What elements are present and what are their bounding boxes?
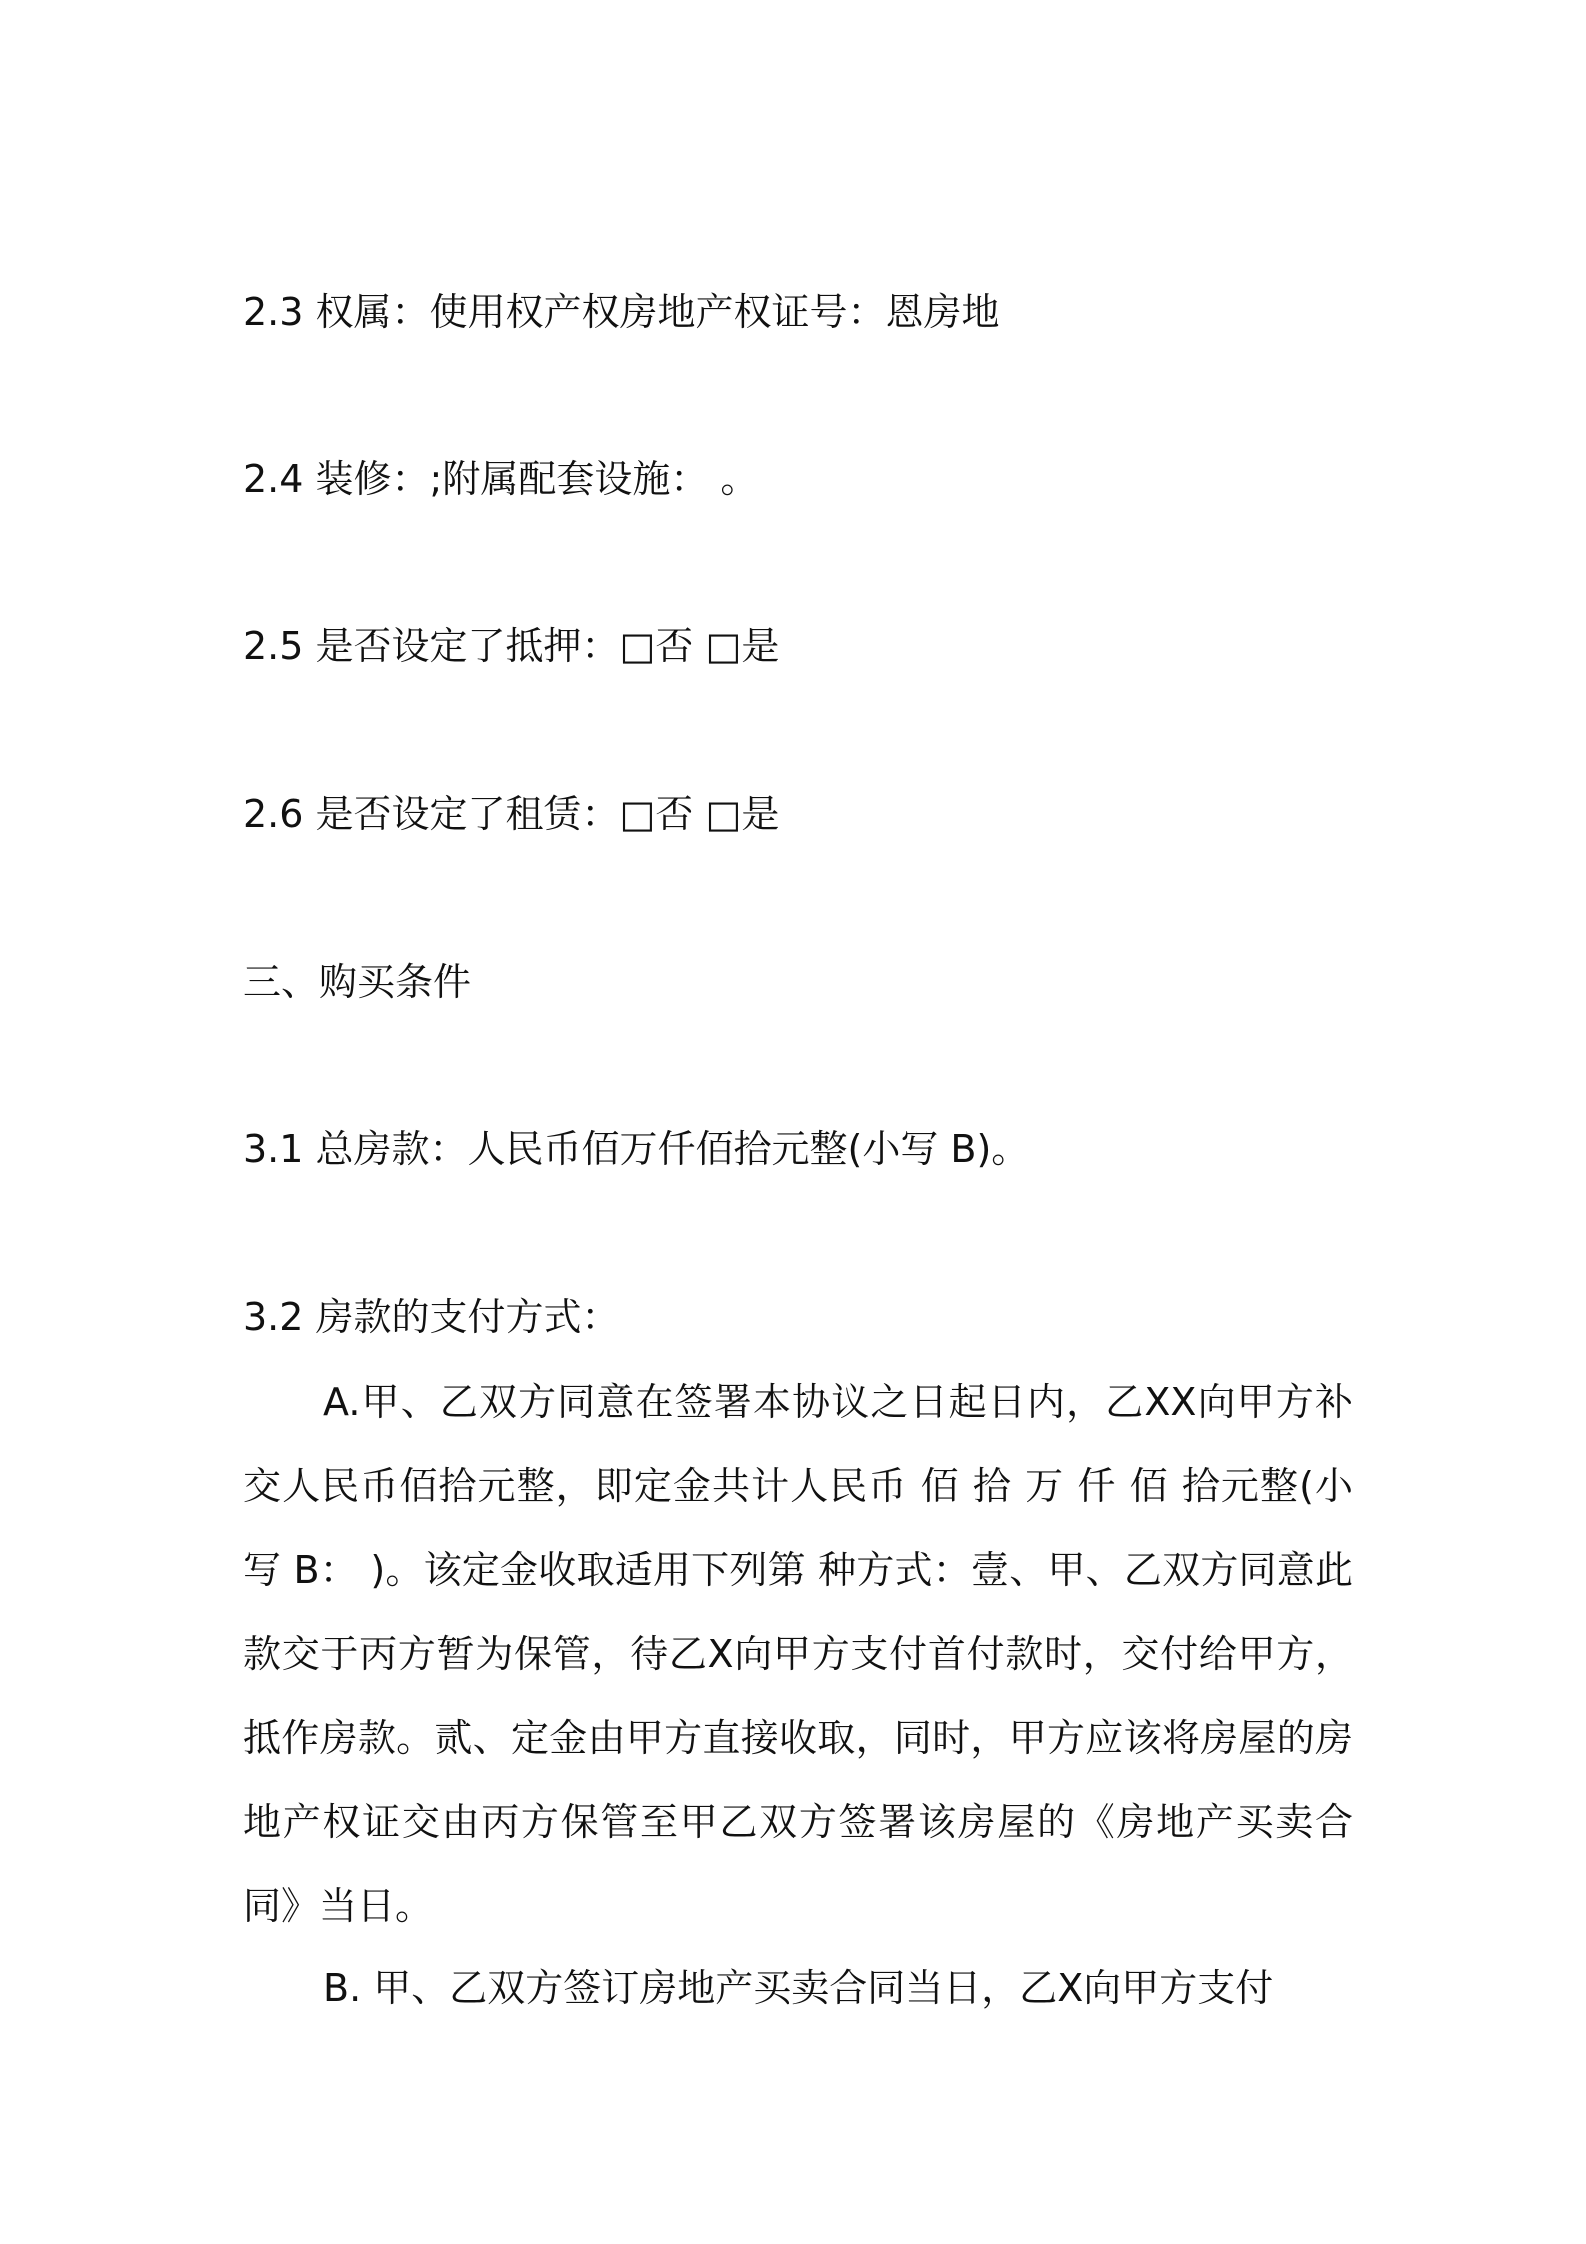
clause-3-2-payment-method: 3.2 房款的支付方式： — [243, 1295, 620, 1339]
payment-option-a-paragraph: A.甲、乙双方同意在签署本协议之日起日内，乙XX向甲方补交人民币佰拾元整，即定金共计人民币 佰 拾 万 仟 佰 拾元整(小写 B： )。该定金收取适用下列第 种方式：壹、甲、乙双方同意此款交于丙方暂为保管，待乙X向甲方支付首付款时，交付给甲方，抵作房款。贰、定金由甲方直接收取，同时，甲方应该将房屋的房地产权证交由丙方保管至甲乙双方签署该房屋的《房地产买卖合同》当日。 — [243, 1380, 1353, 1928]
payment-option-b-paragraph: B. 甲、乙双方签订房地产买卖合同当日，乙X向甲方支付 — [323, 1966, 1274, 2010]
clause-2-5-mortgage: 2.5 是否设定了抵押：□否 □是 — [243, 624, 780, 668]
clause-3-1-total-price: 3.1 总房款：人民币佰万仟佰拾元整(小写 B)。 — [243, 1127, 1030, 1171]
section-3-heading: 三、购买条件 — [243, 960, 472, 1004]
clause-2-6-lease: 2.6 是否设定了租赁：□否 □是 — [243, 792, 780, 836]
clause-2-4-decoration: 2.4 装修：;附属配套设施： 。 — [243, 457, 759, 501]
clause-2-3-ownership: 2.3 权属：使用权产权房地产权证号：恩房地 — [243, 290, 1000, 334]
